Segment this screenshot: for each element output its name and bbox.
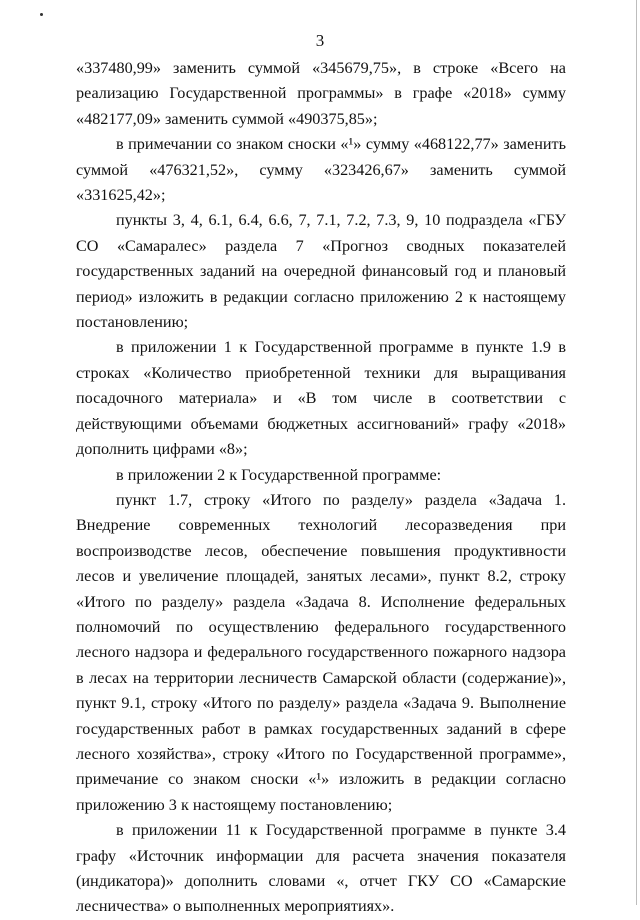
- paragraph-3: пункты 3, 4, 6.1, 6.4, 6.6, 7, 7.1, 7.2, 7.3, 9, 10 подраздела «ГБУ СО «Самаралес» раздела 7 «Прогноз сводных показателей государственных заданий на очередной финансовый год и плановый период» изложить в редакции согласно приложению 2 к настоящему постановлению;: [76, 211, 566, 332]
- document-body: [76, 56, 566, 920]
- paragraph-7: в приложении 11 к Государственной программе в пункте 3.4 графу «Источник информации для расчета значения показателя (индикатора)» дополнить словами «, отчет ГКУ СО «Самарские лесничества» о выполненных мероприятиях».: [76, 821, 566, 916]
- paragraph-6: пункт 1.7, строку «Итого по разделу» раздела «Задача 1. Внедрение современных технологий лесоразведения при воспроизводстве лесов, обеспечение повышения продуктивности лесов и увеличение площадей, занятых лесами», пункт 8.2, строку «Итого по разделу» раздела «Задача 8. Исполнение федеральных полномочий по осуществлению федерального государственного лесного надзора и федерального государственного пожарного надзора в лесах на территории лесничеств Самарской области (содержание)», пункт 9.1, строку «Итого по разделу» раздела «Задача 9. Выполнение государственных работ в рамках государственных заданий в сфере лесного хозяйства», строку «Итого по Государственной программе», примечание со знаком сноски «¹» изложить в редакции согласно приложению 3 к настоящему постановлению;: [76, 490, 566, 814]
- paragraph-1: «337480,99» заменить суммой «345679,75», в строке «Всего на реализацию Государственной программы» в графе «2018» сумму «482177,09» заменить суммой «490375,85»;: [76, 59, 566, 128]
- scan-mark: [40, 13, 43, 16]
- scan-edge-line: [636, 0, 637, 905]
- paragraph-5: в приложении 2 к Государственной программе:: [116, 465, 442, 484]
- page-number: 3: [315, 31, 325, 50]
- paragraph-2: в примечании со знаком сноски «¹» сумму «468122,77» заменить суммой «476321,52», сумму «323426,67» заменить суммой «331625,42»;: [76, 135, 566, 205]
- paragraph-4: в приложении 1 к Государственной программе в пункте 1.9 в строках «Количество приобретенной техники для выращивания посадочного материала» и «В том числе в соответствии с действующими объемами бюджетных ассигнований» графу «2018» дополнить цифрами «8»;: [76, 338, 566, 459]
